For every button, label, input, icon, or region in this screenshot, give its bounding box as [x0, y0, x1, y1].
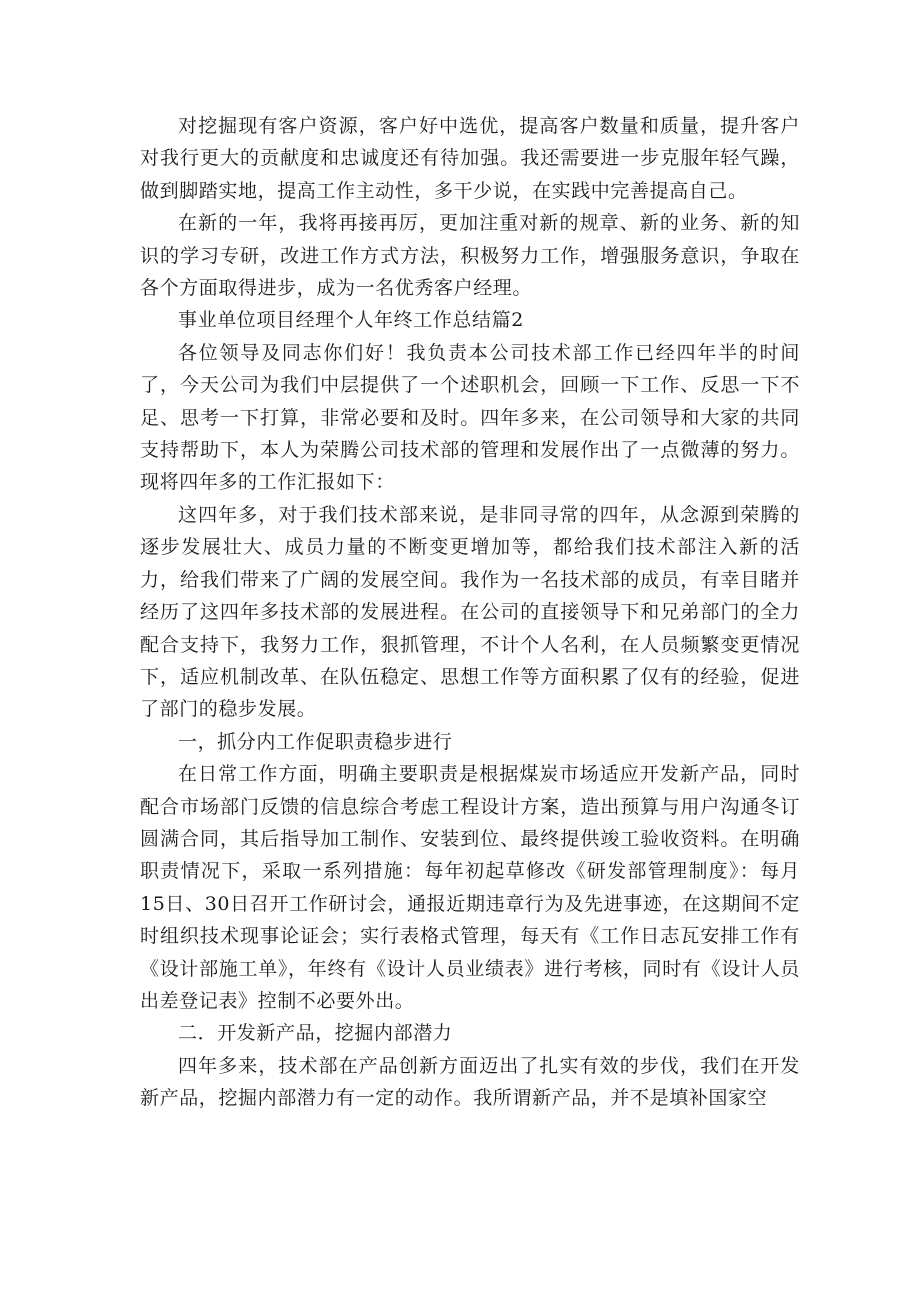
section-title: 事业单位项目经理个人年终工作总结篇2: [178, 309, 524, 332]
document-body: [140, 110, 800, 1115]
body-paragraph: 在新的一年，我将再接再厉，更加注重对新的规章、新的业务、新的知识的学习专研，改进工作方式方法，积极努力工作，增强服务意识，争取在各个方面取得进步，成为一名优秀客户经理。: [140, 212, 800, 300]
body-paragraph: 在日常工作方面，明确主要职责是根据煤炭市场适应开发新产品，同时配合市场部门反馈的信息综合考虑工程设计方案，造出预算与用户沟通冬订圆满合同，其后指导加工制作、安装到位、最终提供竣工验收资料。在明确职责情况下，采取一系列措施：每年初起草修改《研发部管理制度》：每月15日、30日召开工作研讨会，通报近期违章行为及先进事迹，在这期间不定时组织技术现事论证会；实行表格式管理，每天有《工作日志瓦安排工作有《设计部施工单》，年终有《设计人员业绩表》进行考核，同时有《设计人员出差登记表》控制不必要外出。: [140, 763, 800, 1012]
body-paragraph: 对挖掘现有客户资源，客户好中选优，提高客户数量和质量，提升客户对我行更大的贡献度和忠诚度还有待加强。我还需要进一步克服年轻气躁，做到脚踏实地，提高工作主动性，多干少说，在实践中完善提高自己。: [140, 115, 800, 202]
body-paragraph: 四年多来，技术部在产品创新方面迈出了扎实有效的步伐，我们在开发新产品，挖掘内部潜力有一定的动作。我所谓新产品，并不是填补国家空: [140, 1054, 800, 1110]
subsection-heading: 二．开发新产品，挖掘内部潜力: [178, 1022, 453, 1045]
body-paragraph: 各位领导及同志你们好！我负责本公司技术部工作已经四年半的时间了，今天公司为我们中层提供了一个述职机会，回顾一下工作、反思一下不足、思考一下打算，非常必要和及时。四年多来，在公司领导和大家的共同支持帮助下，本人为荣腾公司技术部的管理和发展作出了一点微薄的努力。现将四年多的工作汇报如下：: [140, 341, 800, 494]
body-paragraph: 这四年多，对于我们技术部来说，是非同寻常的四年，从念源到荣腾的逐步发展壮大、成员力量的不断变更增加等，都给我们技术部注入新的活力，给我们带来了广阔的发展空间。我作为一名技术部的成员，有幸目睹并经历了这四年多技术部的发展进程。在公司的直接领导下和兄弟部门的全力配合支持下，我努力工作，狠抓管理，不计个人名利，在人员频繁变更情况下，适应机制改革、在队伍稳定、思想工作等方面积累了仅有的经验，促进了部门的稳步发展。: [140, 503, 800, 721]
subsection-heading: 一，抓分内工作促职责稳步进行: [178, 730, 453, 753]
